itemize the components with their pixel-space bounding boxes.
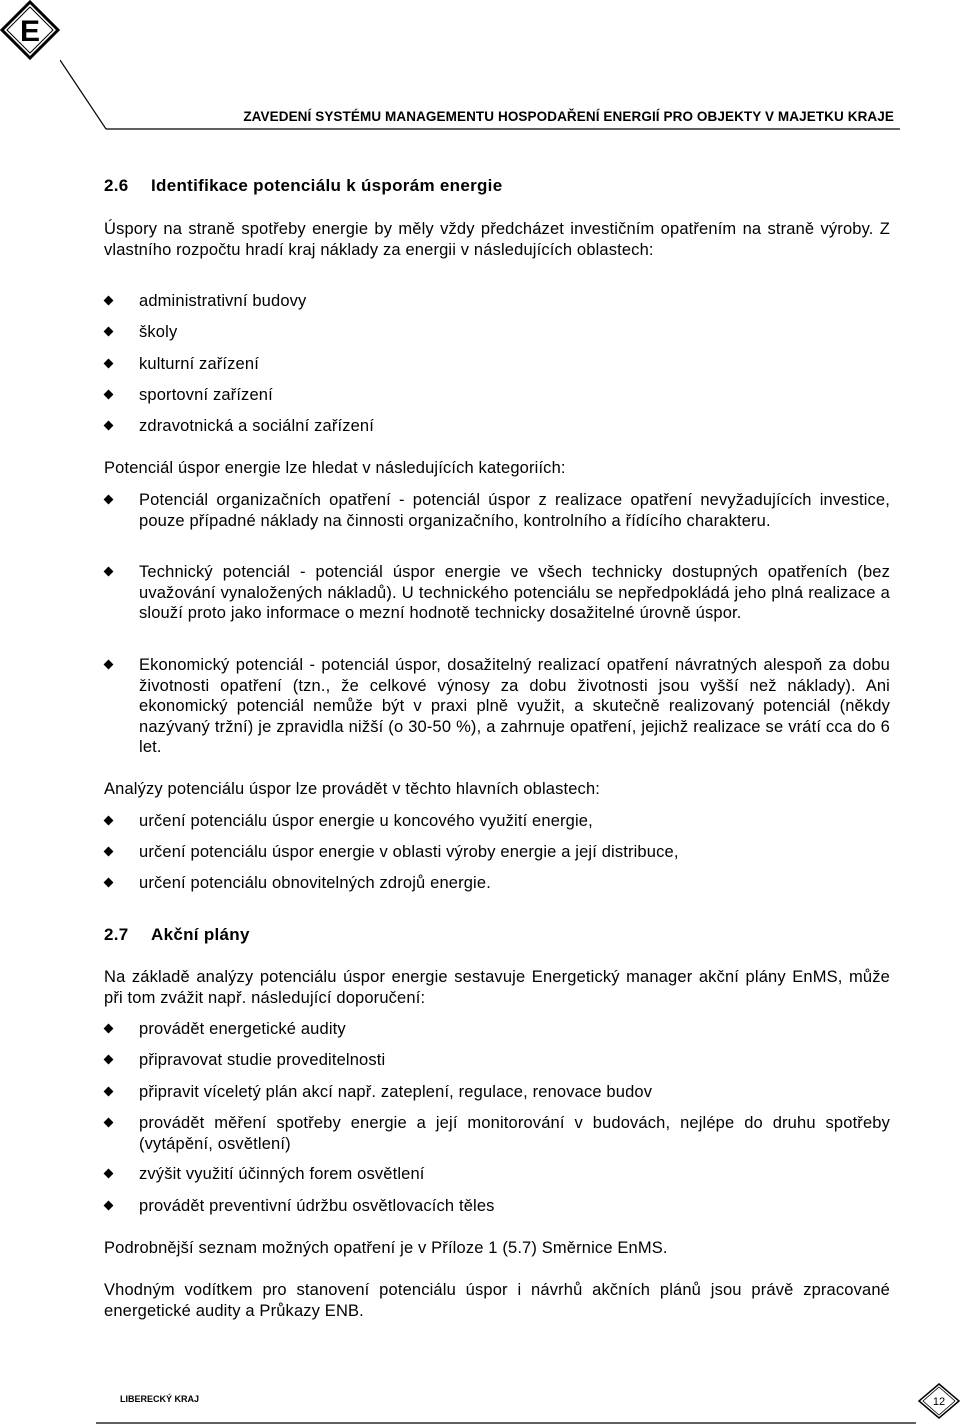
list-item: provádět měření spotřeby energie a její monitorování v budovách, nejlépe do druhu spotřeby (vytápění, osvětlení): [104, 1113, 890, 1154]
list-item: určení potenciálu úspor energie u koncového využití energie,: [104, 811, 890, 832]
diamond-bullet-icon: [104, 567, 114, 577]
section-heading-2-7: [104, 925, 250, 945]
list-item: zdravotnická a sociální zařízení: [104, 416, 890, 437]
header-title: ZAVEDENÍ SYSTÉMU MANAGEMENTU HOSPODAŘENÍ ENERGIÍ PRO OBJEKTY V MAJETKU KRAJE: [243, 109, 894, 124]
diamond-bullet-icon: [104, 327, 114, 337]
diamond-bullet-icon: [104, 660, 114, 670]
diamond-bullet-icon: [104, 816, 114, 826]
list-item: Ekonomický potenciál - potenciál úspor, dosažitelný realizací opatření návratných alespoň za dobu životnosti opatření (tzn., že celkové výnosy za dobu životnosti jsou vyšší než náklady). Ani ekonomický potenciál nemůže být v praxi plně využit, a skutečně realizovaný potenciál (někdy nazývaný tržní) je zpravidla nižší (o 30-50 %), a zahrnuje opatření, jejichž realizace se vrátí cca do 6 let.: [104, 655, 890, 758]
paragraph-analysis-intro: Analýzy potenciálu úspor lze provádět v těchto hlavních oblastech:: [104, 780, 601, 798]
diamond-bullet-icon: [104, 1118, 114, 1128]
paragraph-action-intro: Na základě analýzy potenciálu úspor energie sestavuje Energetický manager akční plány EnMS, může při tom zvážit např. následující doporučení:: [104, 968, 890, 1007]
list-item: Potenciál organizačních opatření - potenciál úspor z realizace opatření nevyžadujících investice, pouze případné náklady na činnosti organizačního, kontrolního a řídícího charakteru.: [104, 490, 890, 531]
paragraph-note-annex: Podrobnější seznam možných opatření je v Příloze 1 (5.7) Směrnice EnMS.: [104, 1239, 668, 1257]
section-title: Akční plány: [151, 925, 250, 944]
list-item: určení potenciálu úspor energie v oblasti výroby energie a její distribuce,: [104, 842, 890, 863]
paragraph-intro: Úspory na straně spotřeby energie by měly vždy předcházet investičním opatřením na straně výroby. Z vlastního rozpočtu hradí kraj náklady za energii v následujících oblastech:: [104, 220, 890, 259]
diamond-bullet-icon: [104, 359, 114, 369]
section-number: 2.7: [104, 925, 129, 944]
list-item: školy: [104, 322, 890, 343]
diamond-bullet-icon: [104, 1055, 114, 1065]
diamond-bullet-icon: [104, 296, 114, 306]
diamond-bullet-icon: [104, 878, 114, 888]
list-item: provádět preventivní údržbu osvětlovacích těles: [104, 1196, 890, 1217]
list-item: zvýšit využití účinných forem osvětlení: [104, 1164, 890, 1185]
logo-e-diamond: [0, 0, 60, 60]
page-number: 12: [932, 1396, 946, 1408]
diamond-bullet-icon: [104, 1169, 114, 1179]
diamond-bullet-icon: [104, 421, 114, 431]
list-item: připravovat studie proveditelnosti: [104, 1050, 890, 1071]
section-title: Identifikace potenciálu k úsporám energie: [151, 176, 503, 195]
diamond-bullet-icon: [104, 1087, 114, 1097]
list-item: provádět energetické audity: [104, 1019, 890, 1040]
diamond-bullet-icon: [104, 495, 114, 505]
footer-rule: [96, 1404, 956, 1424]
paragraph-categories-intro: Potenciál úspor energie lze hledat v následujících kategoriích:: [104, 459, 566, 477]
list-item: administrativní budovy: [104, 291, 890, 312]
diamond-bullet-icon: [104, 1201, 114, 1211]
list-item: připravit víceletý plán akcí např. zateplení, regulace, renovace budov: [104, 1082, 890, 1103]
paragraph-note-audits: Vhodným vodítkem pro stanovení potenciálu úspor i návrhů akčních plánů jsou právě zpracované energetické audity a Průkazy ENB.: [104, 1281, 890, 1320]
footer-region: LIBERECKÝ KRAJ: [120, 1394, 200, 1404]
list-item: kulturní zařízení: [104, 354, 890, 375]
diamond-bullet-icon: [104, 847, 114, 857]
section-number: 2.6: [104, 176, 129, 195]
page-number-badge: [918, 1383, 960, 1419]
list-item: sportovní zařízení: [104, 385, 890, 406]
section-heading-2-6: [104, 176, 502, 196]
diamond-bullet-icon: [104, 390, 114, 400]
list-item: určení potenciálu obnovitelných zdrojů energie.: [104, 873, 890, 894]
diamond-bullet-icon: [104, 1024, 114, 1034]
list-item: Technický potenciál - potenciál úspor energie ve všech technicky dostupných opatřeních (bez uvažování vynaložených nákladů). U technického potenciálu se nepředpokládá jeho plná realizace a slouží proto jako informace o mezní hodnotě technicky dosažitelné úrovně úspor.: [104, 562, 890, 624]
logo-letter: E: [19, 15, 41, 48]
